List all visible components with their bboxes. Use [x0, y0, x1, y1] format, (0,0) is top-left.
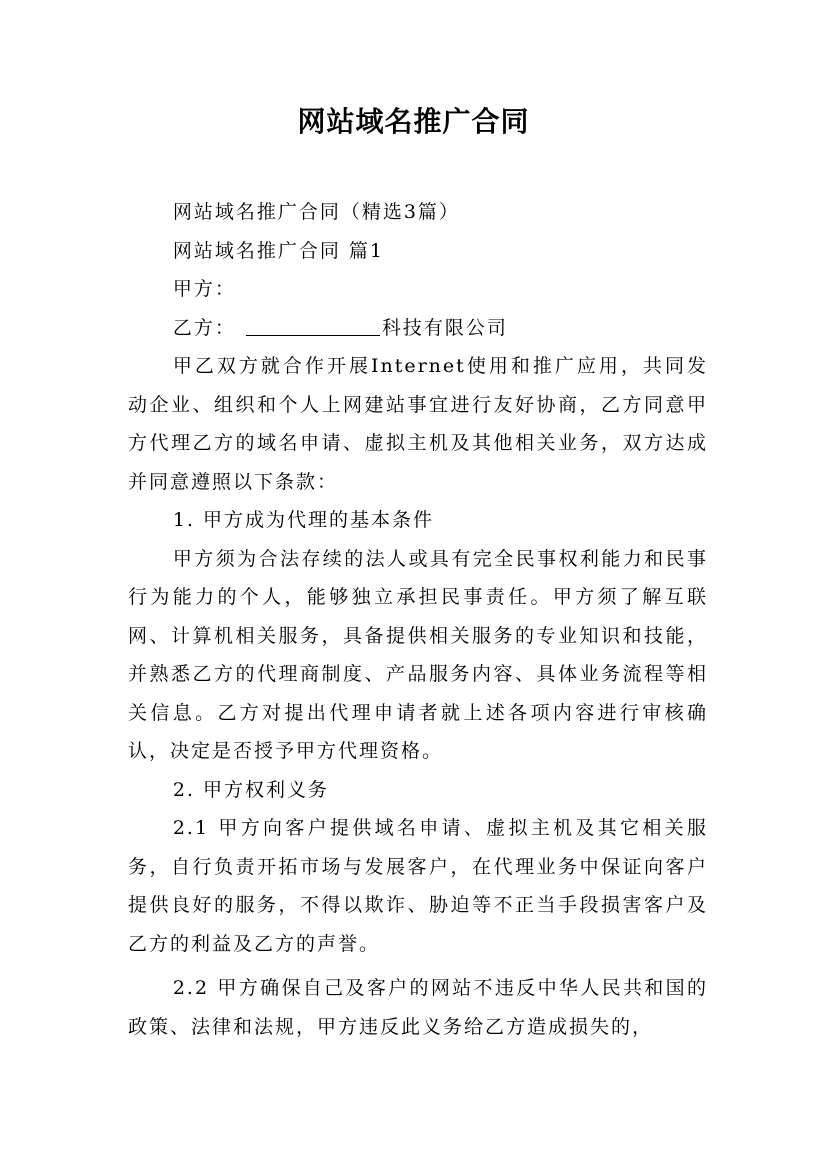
- party-b-line: [128, 309, 708, 348]
- intro-paragraph: 甲乙双方就合作开展Internet使用和推广应用，共同发动企业、组织和个人上网建站事宜进行友好协商，乙方同意甲方代理乙方的域名申请、虚拟主机及其他相关业务，双方达成并同意遵照以下条款：: [128, 355, 708, 493]
- clause-2-1: 2.1 甲方向客户提供域名申请、虚拟主机及其它相关服务，自行负责开拓市场与发展客户，在代理业务中保证向客户提供良好的服务，不得以欺诈、胁迫等不正当手段损害客户及乙方的利益及乙方的声誉。: [128, 817, 708, 955]
- subtitle-line: 网站域名推广合同（精选3篇）: [172, 201, 460, 223]
- party-a-line: 甲方：: [172, 278, 236, 300]
- clause-2-2: 2.2 甲方确保自己及客户的网站不违反中华人民共和国的政策、法律和法规，甲方违反此义务给乙方造成损失的，: [128, 977, 708, 1038]
- section1-paragraph: 甲方须为合法存续的法人或具有完全民事权利能力和民事行为能力的个人，能够独立承担民事责任。甲方须了解互联网、计算机相关服务，具备提供相关服务的专业知识和技能，并熟悉乙方的代理商制度、产品服务内容、具体业务流程等相关信息。乙方对提出代理申请者就上述各项内容进行审核确认，决定是否授予甲方代理资格。: [128, 547, 708, 762]
- party-b-company: 科技有限公司: [381, 316, 508, 339]
- section2-heading: 2. 甲方权利义务: [172, 778, 329, 801]
- section1-heading: 1. 甲方成为代理的基本条件: [172, 509, 434, 531]
- document-title: 网站域名推广合同: [297, 105, 530, 138]
- party-b-label: 乙方：: [172, 316, 236, 339]
- document-body: [128, 193, 708, 1046]
- chapter-line: 网站域名推广合同 篇1: [172, 239, 384, 262]
- party-b-name-blank: [246, 316, 380, 336]
